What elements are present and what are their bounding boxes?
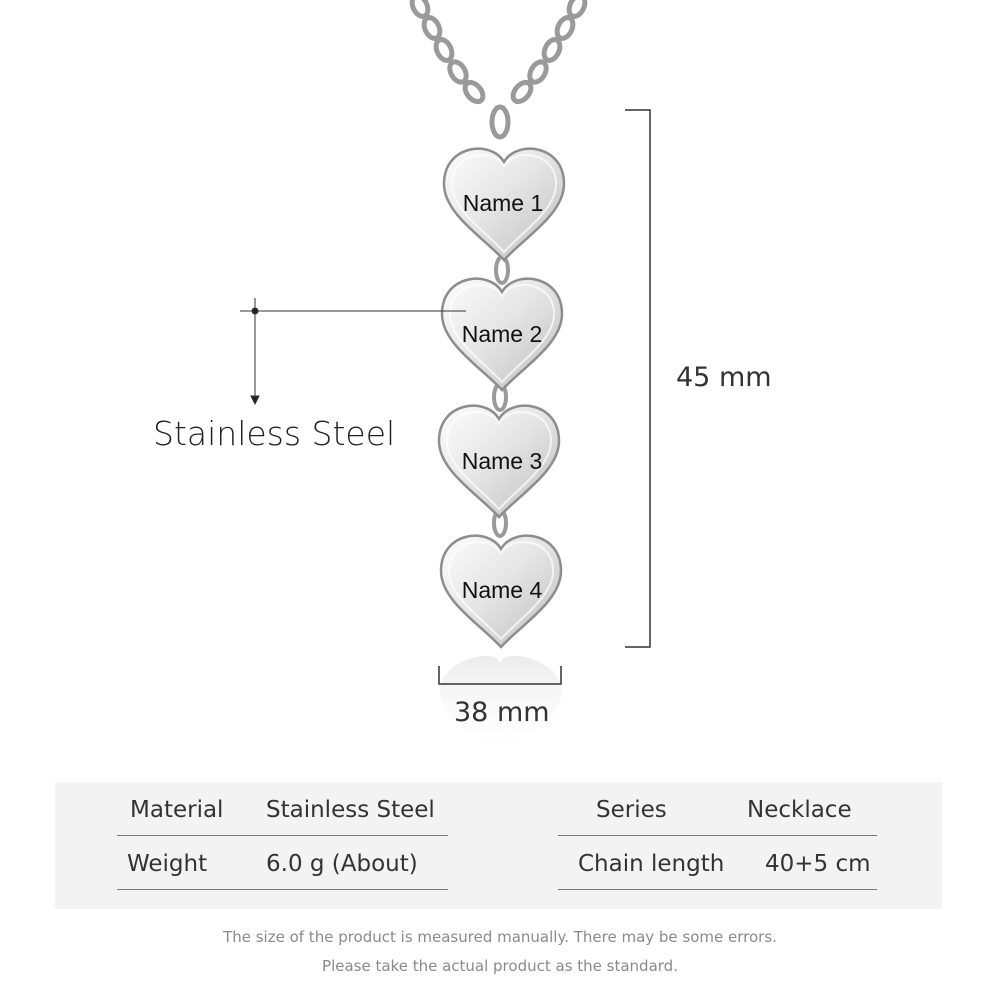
spec-value: Stainless Steel <box>266 797 435 823</box>
height-bracket <box>625 110 650 647</box>
spec-value: 40+5 cm <box>765 851 871 877</box>
material-callout: Stainless Steel <box>153 414 396 453</box>
spec-row-weight <box>117 836 448 890</box>
tag-label-3: Name 3 <box>461 448 543 474</box>
spec-row-material <box>117 782 448 836</box>
spec-label: Series <box>596 797 667 823</box>
spec-column-left <box>117 782 448 890</box>
chain <box>409 0 588 137</box>
height-dimension: 45 mm <box>676 362 772 393</box>
spec-label: Chain length <box>578 851 725 877</box>
footnote-line-1: The size of the product is measured manually. There may be some errors. <box>223 928 777 946</box>
tag-label-2: Name 2 <box>461 321 543 347</box>
spec-value: 6.0 g (About) <box>266 851 418 877</box>
material-pointer <box>240 298 466 404</box>
footnote-line-2: Please take the actual product as the standard. <box>322 957 678 975</box>
tag-label-4: Name 4 <box>461 577 543 603</box>
spec-value: Necklace <box>747 797 852 823</box>
tag-label-1: Name 1 <box>462 190 544 216</box>
spec-row-series <box>558 782 877 836</box>
spec-panel <box>55 782 942 909</box>
width-dimension: 38 mm <box>454 697 550 728</box>
spec-label: Weight <box>127 851 208 877</box>
spec-column-right <box>558 782 877 890</box>
spec-row-chain-length <box>558 836 877 890</box>
spec-label: Material <box>130 797 224 823</box>
